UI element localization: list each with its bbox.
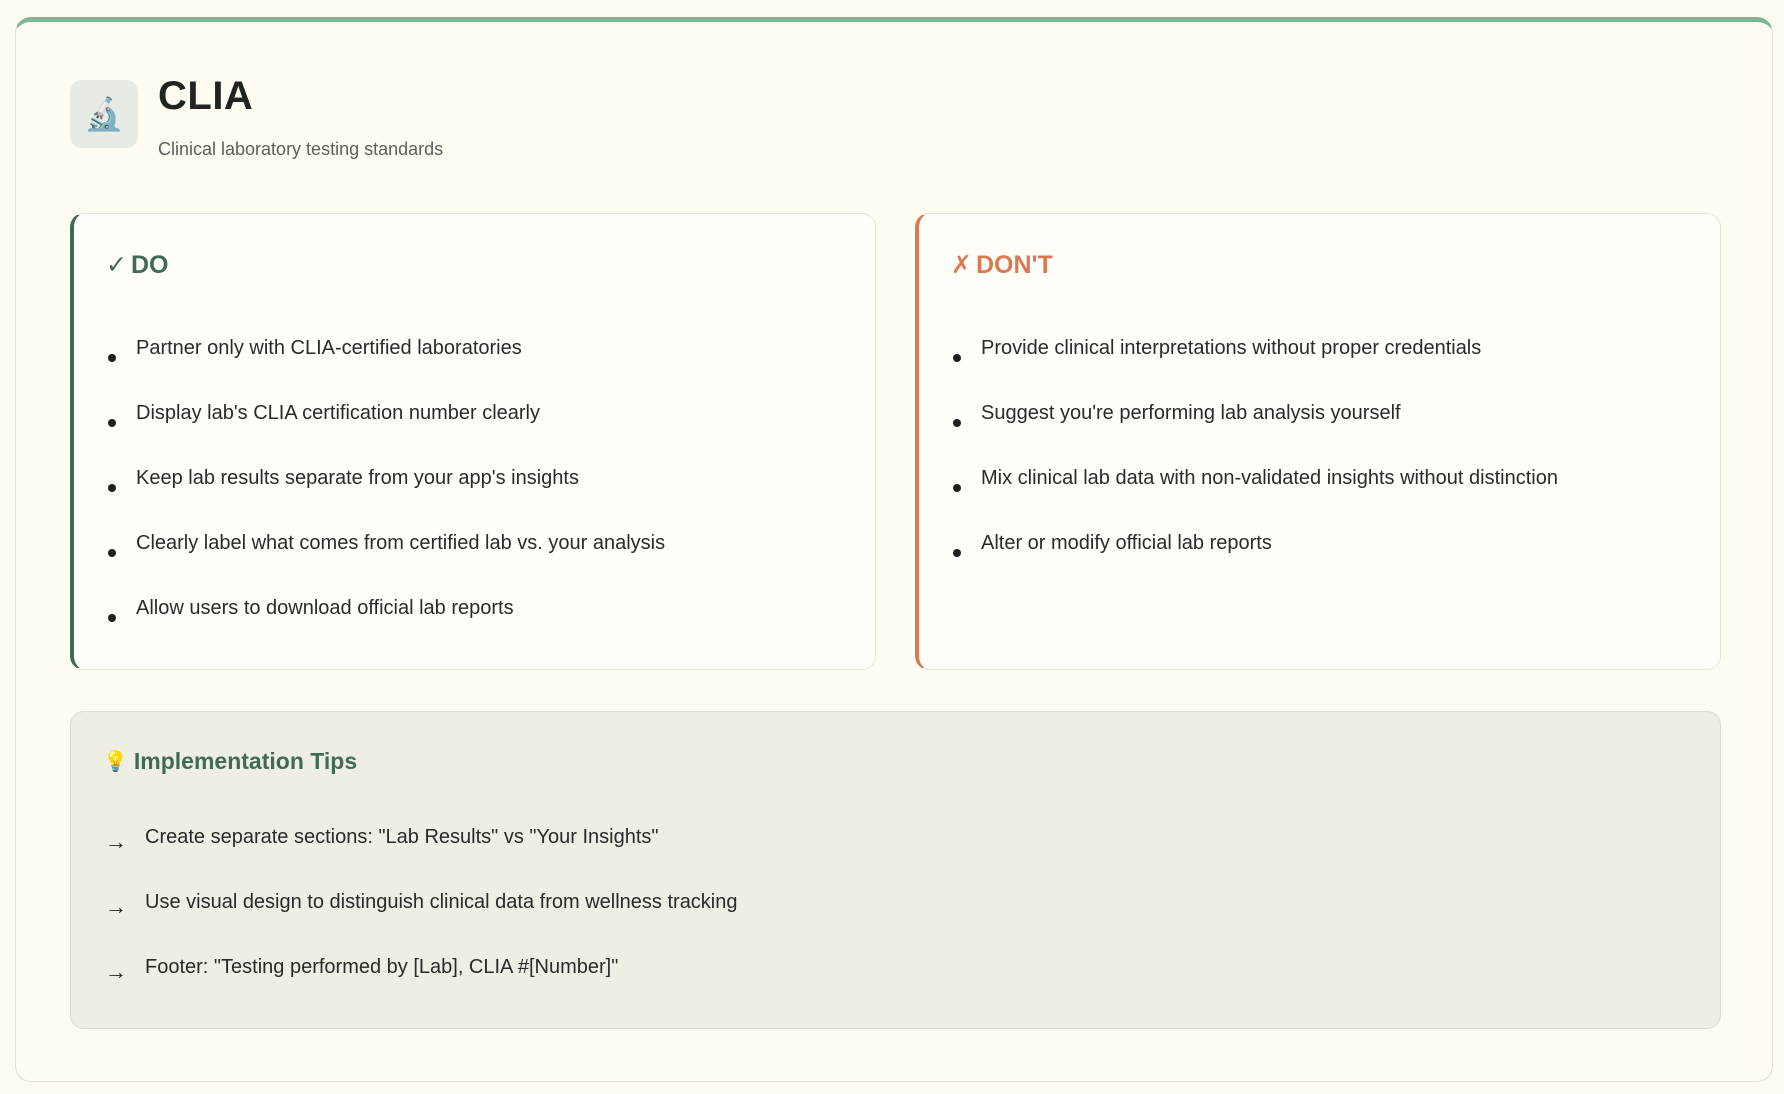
bullet-icon bbox=[953, 484, 961, 492]
list-item-text: Suggest you're performing lab analysis yourself bbox=[981, 402, 1401, 424]
do-heading bbox=[106, 250, 168, 280]
list-item-text: Provide clinical interpretations without proper credentials bbox=[981, 337, 1482, 359]
list-item bbox=[953, 318, 1558, 383]
cross-icon: ✗ bbox=[951, 251, 972, 279]
list-item-text: Mix clinical lab data with non-validated insights without distinction bbox=[981, 467, 1558, 489]
list-item bbox=[953, 383, 1558, 448]
page-subtitle: Clinical laboratory testing standards bbox=[158, 139, 444, 159]
microscope-icon: 🔬 bbox=[70, 80, 138, 148]
bullet-icon bbox=[108, 354, 116, 362]
list-item bbox=[108, 318, 665, 383]
tips-heading bbox=[103, 748, 357, 775]
bullet-icon bbox=[108, 614, 116, 622]
list-item bbox=[105, 805, 738, 870]
page-title: CLIA bbox=[158, 74, 254, 118]
page-header bbox=[70, 74, 444, 160]
bullet-icon bbox=[108, 484, 116, 492]
arrow-right-icon: → bbox=[105, 958, 127, 984]
list-item-text: Footer: "Testing performed by [Lab], CLIA #[Number]" bbox=[145, 956, 619, 978]
do-list bbox=[108, 318, 665, 643]
lightbulb-icon: 💡 bbox=[103, 751, 128, 773]
list-item bbox=[953, 448, 1558, 513]
dont-heading-label: DON'T bbox=[975, 250, 1053, 279]
list-item bbox=[108, 513, 665, 578]
header-text bbox=[158, 74, 443, 160]
list-item-text: Partner only with CLIA-certified laboratories bbox=[136, 337, 522, 359]
clia-panel bbox=[15, 17, 1773, 1082]
dont-list bbox=[953, 318, 1558, 578]
list-item-text: Allow users to download official lab reports bbox=[136, 597, 514, 619]
list-item-text: Clearly label what comes from certified lab vs. your analysis bbox=[136, 532, 666, 554]
list-item bbox=[108, 578, 665, 643]
list-item-text: Display lab's CLIA certification number clearly bbox=[136, 402, 540, 424]
arrow-right-icon: → bbox=[105, 828, 127, 854]
dont-heading bbox=[951, 250, 1053, 280]
list-item bbox=[105, 935, 738, 1000]
bullet-icon bbox=[953, 549, 961, 557]
do-card bbox=[70, 213, 876, 670]
arrow-right-icon: → bbox=[105, 893, 127, 919]
tips-heading-label: Implementation Tips bbox=[133, 748, 358, 774]
list-item bbox=[105, 870, 738, 935]
list-item-text: Create separate sections: "Lab Results" vs "Your Insights" bbox=[145, 826, 659, 848]
bullet-icon bbox=[108, 549, 116, 557]
list-item bbox=[953, 513, 1558, 578]
checkmark-icon: ✓ bbox=[106, 251, 127, 279]
dont-card bbox=[915, 213, 1721, 670]
bullet-icon bbox=[953, 419, 961, 427]
list-item-text: Use visual design to distinguish clinical data from wellness tracking bbox=[145, 891, 738, 913]
do-heading-label: DO bbox=[130, 250, 169, 279]
list-item bbox=[108, 448, 665, 513]
list-item bbox=[108, 383, 665, 448]
list-item-text: Alter or modify official lab reports bbox=[981, 532, 1272, 554]
tips-list bbox=[105, 805, 738, 1000]
list-item-text: Keep lab results separate from your app's insights bbox=[136, 467, 579, 489]
bullet-icon bbox=[108, 419, 116, 427]
bullet-icon bbox=[953, 354, 961, 362]
implementation-tips bbox=[70, 711, 1721, 1029]
